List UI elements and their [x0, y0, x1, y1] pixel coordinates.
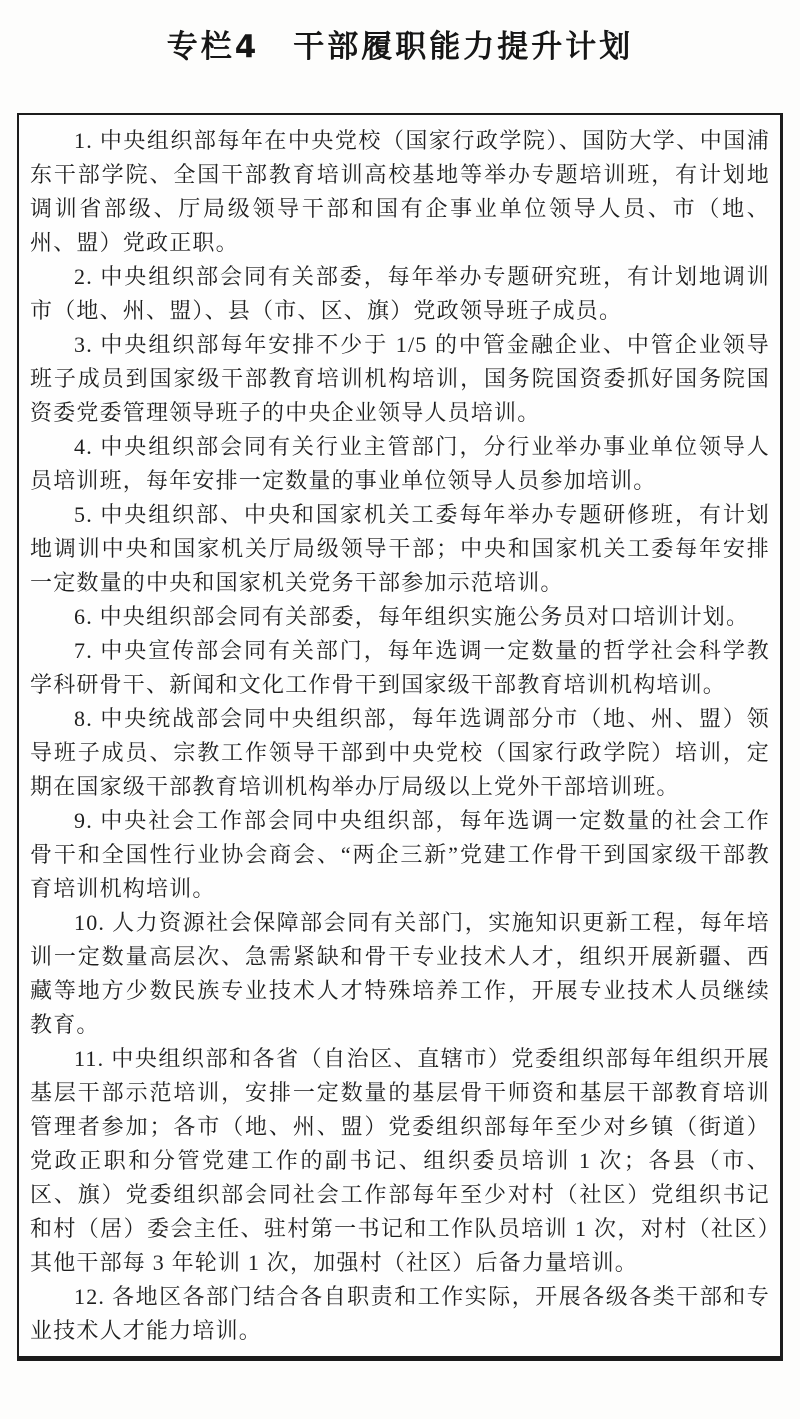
paragraph-2: 2. 中央组织部会同有关部委，每年举办专题研究班，有计划地调训市（地、州、盟）、县（市、区、旗）党政领导班子成员。	[30, 264, 770, 323]
paragraph-4: 4. 中央组织部会同有关行业主管部门，分行业举办事业单位领导人员培训班，每年安排一定数量的事业单位领导人员参加培训。	[30, 434, 770, 493]
paragraph-8: 8. 中央统战部会同中央组织部，每年选调部分市（地、州、盟）领导班子成员、宗教工作领导干部到中央党校（国家行政学院）培训，定期在国家级干部教育培训机构举办厅局级以上党外干部培训班。	[30, 706, 770, 799]
paragraph-6: 6. 中央组织部会同有关部委，每年组织实施公务员对口培训计划。	[74, 604, 750, 629]
paragraph-12: 12. 各地区各部门结合各自职责和工作实际，开展各级各类干部和专业技术人才能力培训。	[30, 1284, 770, 1343]
page-title: 专栏4 干部履职能力提升计划	[166, 29, 634, 65]
paragraph-7: 7. 中央宣传部会同有关部门，每年选调一定数量的哲学社会科学教学科研骨干、新闻和文化工作骨干到国家级干部教育培训机构培训。	[30, 638, 770, 697]
paragraph-11: 11. 中央组织部和各省（自治区、直辖市）党委组织部每年组织开展基层干部示范培训，安排一定数量的基层骨干师资和基层干部教育培训管理者参加；各市（地、州、盟）党委组织部每年至少对乡镇（街道）党政正职和分管党建工作的副书记、组织委员培训 1 次；各县（市、区、旗）党委组织部会同社会工作部每年至少对村（社区）党组织书记和村（居）委会主任、驻村第一书记和工作队员培训 1 次，对村（社区）其他干部每 3 年轮训 1 次，加强村（社区）后备力量培训。	[30, 1046, 770, 1275]
paragraph-5: 5. 中央组织部、中央和国家机关工委每年举办专题研修班，有计划地调训中央和国家机关厅局级领导干部；中央和国家机关工委每年安排一定数量的中央和国家机关党务干部参加示范培训。	[30, 502, 770, 595]
paragraph-9: 9. 中央社会工作部会同中央组织部，每年选调一定数量的社会工作骨干和全国性行业协会商会、“两企三新”党建工作骨干到国家级干部教育培训机构培训。	[30, 808, 770, 901]
paragraph-3: 3. 中央组织部每年安排不少于 1/5 的中管金融企业、中管企业领导班子成员到国家级干部教育培训机构培训，国务院国资委抓好国务院国资委党委管理领导班子的中央企业领导人员培训。	[30, 332, 770, 425]
paragraph-1: 1. 中央组织部每年在中央党校（国家行政学院）、国防大学、中国浦东干部学院、全国干部教育培训高校基地等举办专题培训班，有计划地调训省部级、厅局级领导干部和国有企事业单位领导人员、市（地、州、盟）党政正职。	[30, 128, 770, 255]
content-box	[17, 113, 783, 1361]
paragraph-10: 10. 人力资源社会保障部会同有关部门，实施知识更新工程，每年培训一定数量高层次、急需紧缺和骨干专业技术人才，组织开展新疆、西藏等地方少数民族专业技术人才特殊培养工作，开展专业技术人员继续教育。	[30, 910, 770, 1037]
